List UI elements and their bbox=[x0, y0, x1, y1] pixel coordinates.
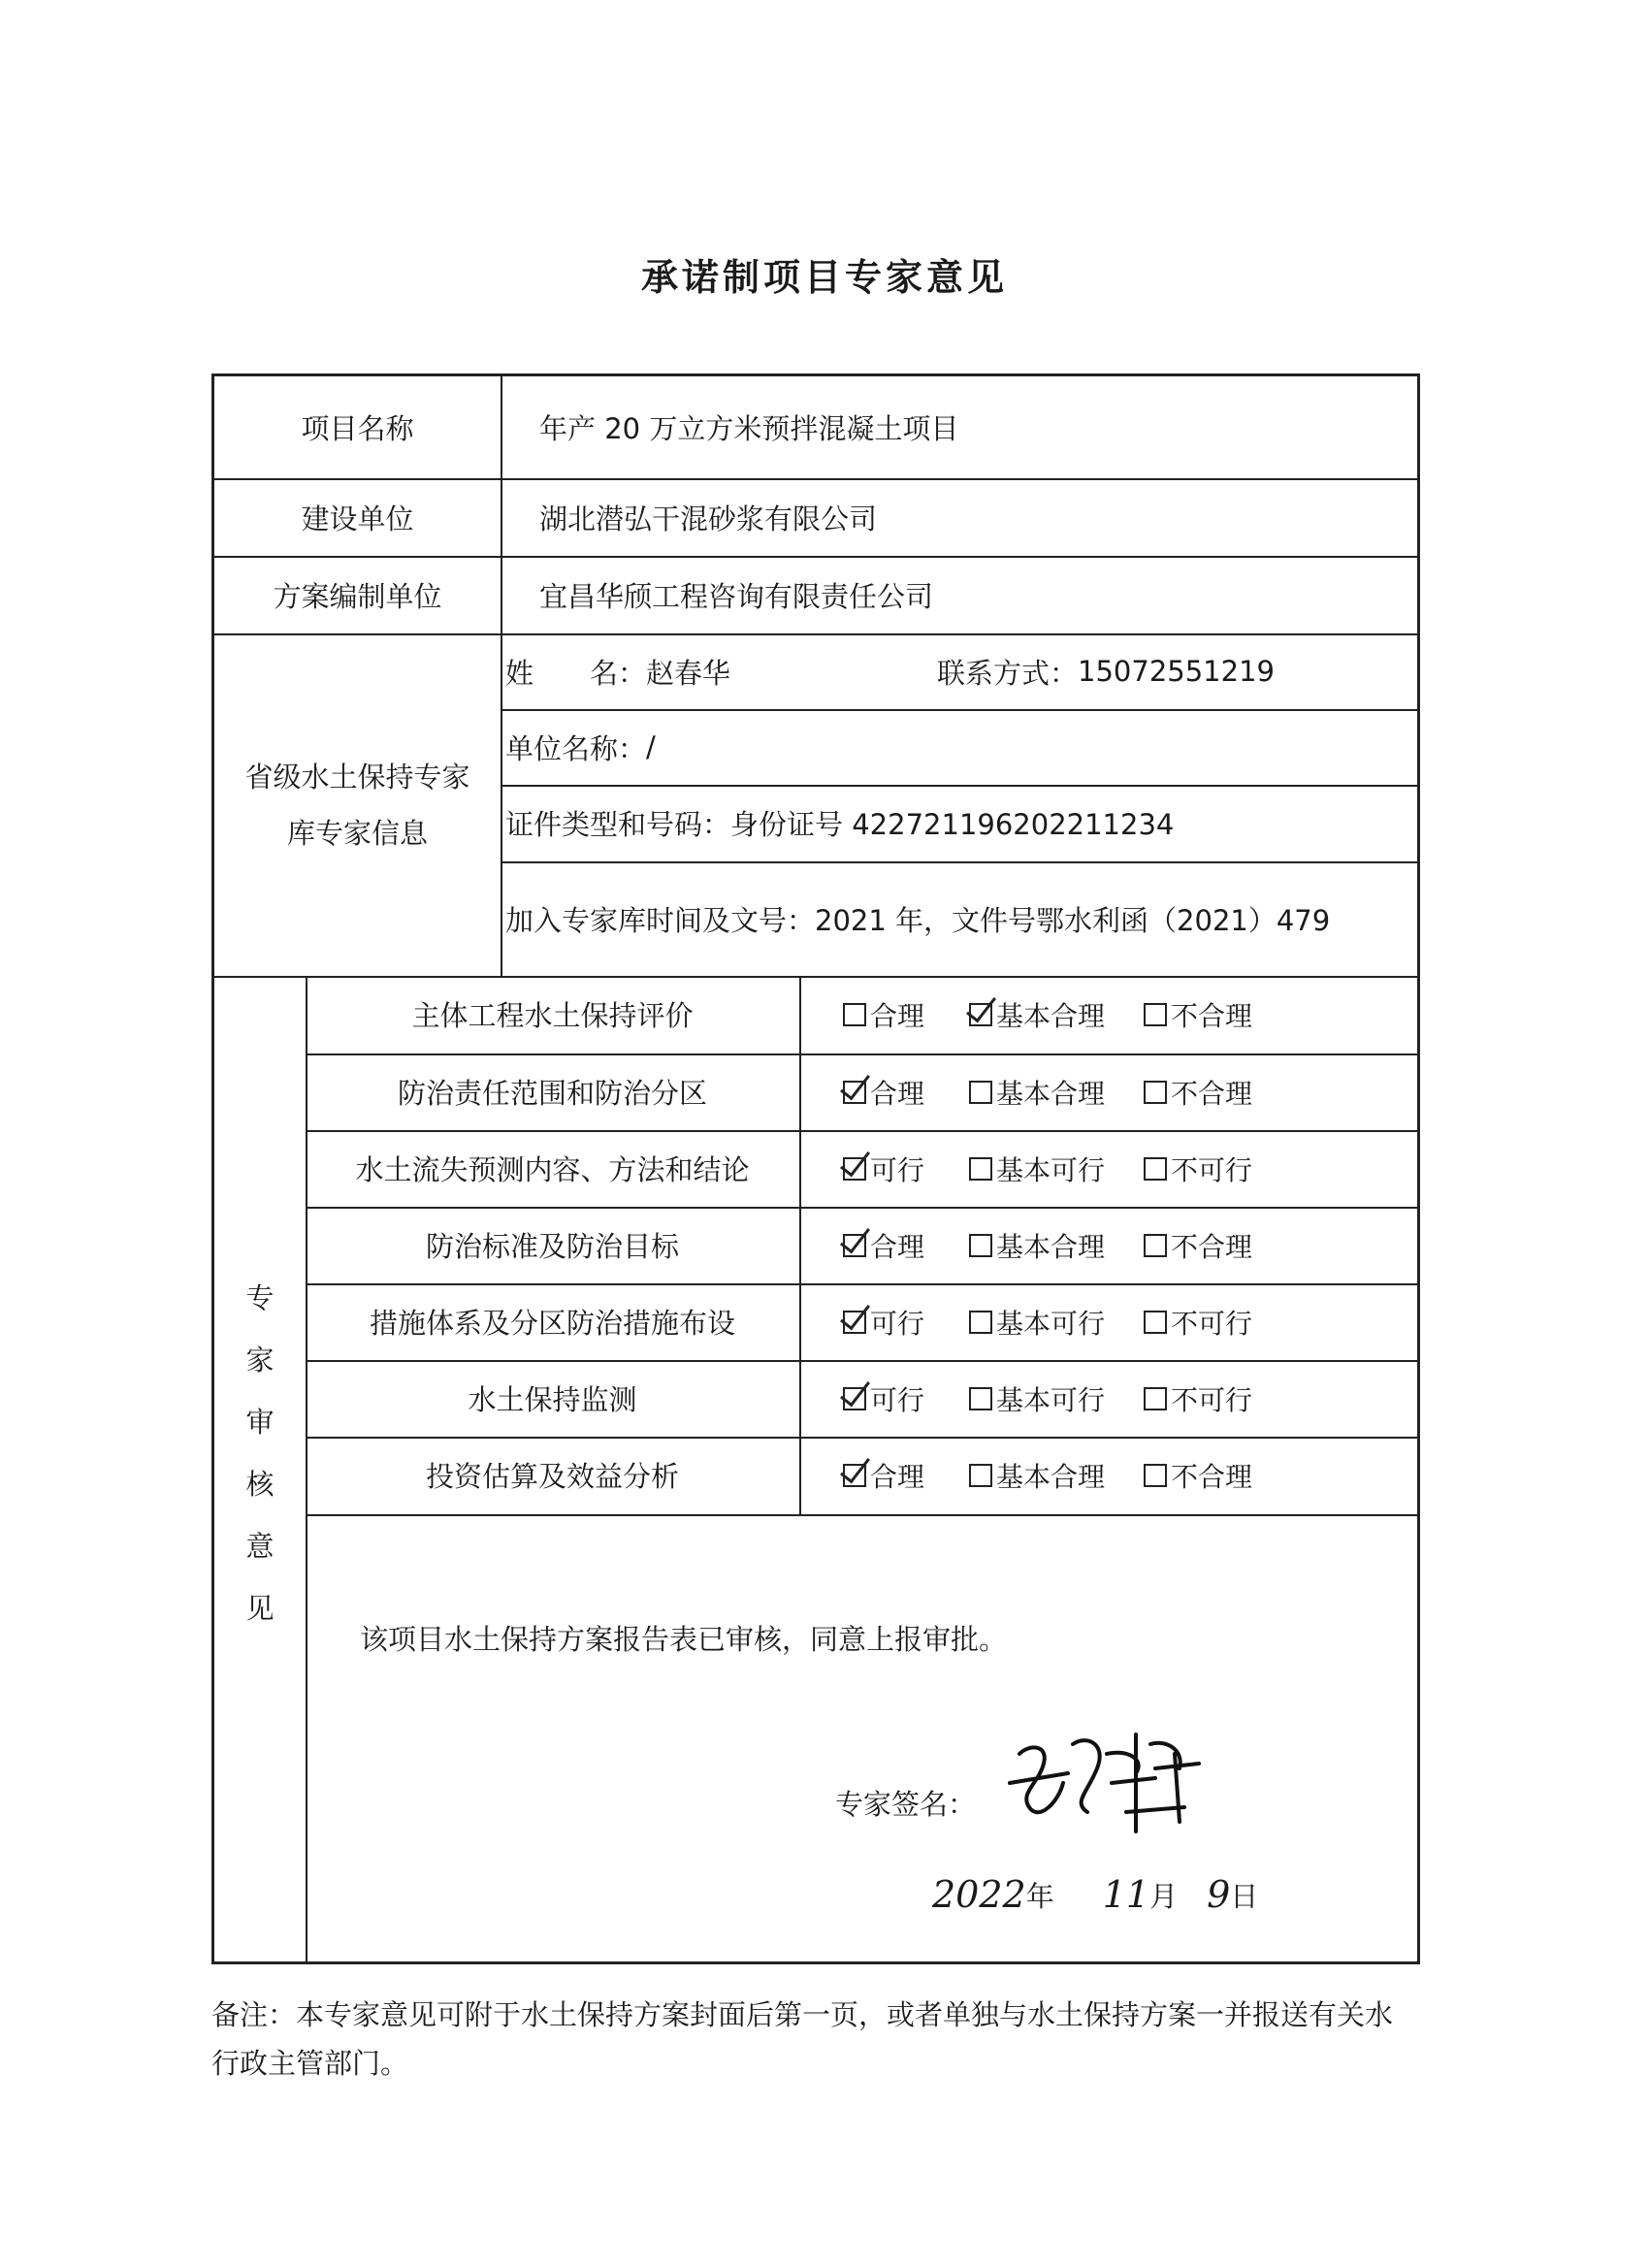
review-option[interactable] bbox=[969, 1053, 1105, 1130]
review-label-char: 审 bbox=[245, 1406, 275, 1439]
review-option-label: 基本合理 bbox=[996, 1077, 1106, 1110]
review-option-label: 不合理 bbox=[1171, 1230, 1253, 1263]
opinion-text: 该项目水土保持方案报告表已审核，同意上报审批。 bbox=[360, 1622, 1008, 1656]
review-label-char: 意 bbox=[245, 1530, 275, 1563]
checkbox[interactable] bbox=[843, 1157, 866, 1181]
checkbox[interactable] bbox=[969, 1387, 992, 1410]
review-option-label: 可行 bbox=[870, 1307, 925, 1340]
checkbox[interactable] bbox=[1144, 1157, 1167, 1181]
expert-contact-field bbox=[937, 633, 1412, 709]
review-option-label: 基本可行 bbox=[996, 1307, 1106, 1340]
expert-join-label: 加入专家库时间及文号： bbox=[505, 903, 816, 937]
checkbox[interactable] bbox=[1144, 1234, 1167, 1257]
review-label-char: 核 bbox=[245, 1468, 275, 1501]
review-option-label: 合理 bbox=[870, 1077, 925, 1110]
expert-id-label: 证件类型和号码： bbox=[505, 808, 731, 841]
signature-image bbox=[990, 1715, 1243, 1861]
divider bbox=[306, 1514, 1417, 1516]
review-item-label: 水土保持监测 bbox=[468, 1383, 637, 1416]
footnote: 备注：本专家意见可附于水土保持方案封面后第一页，或者单独与水土保持方案一并报送有关水行政主管部门。 bbox=[211, 1998, 1394, 2080]
review-item-label: 主体工程水土保持评价 bbox=[411, 999, 694, 1032]
expert-contact-label: 联系方式： bbox=[937, 656, 1079, 690]
expert-join-value: 2021 年，文件号鄂水利函（2021）479 bbox=[815, 903, 1331, 937]
review-option[interactable] bbox=[969, 1360, 1105, 1437]
checkbox[interactable] bbox=[969, 1003, 992, 1026]
checkbox[interactable] bbox=[969, 1464, 992, 1487]
expert-id-field bbox=[505, 785, 1412, 861]
review-option-label: 不可行 bbox=[1171, 1153, 1253, 1186]
review-option[interactable] bbox=[843, 1360, 924, 1437]
review-option[interactable] bbox=[969, 1283, 1105, 1360]
checkbox[interactable] bbox=[969, 1234, 992, 1257]
divider bbox=[799, 976, 801, 1514]
expert-name-label: 姓 名： bbox=[505, 656, 647, 690]
review-item-label: 水土流失预测内容、方法和结论 bbox=[355, 1153, 750, 1186]
review-option[interactable] bbox=[1144, 976, 1252, 1053]
review-option[interactable] bbox=[843, 1437, 924, 1513]
checkbox[interactable] bbox=[843, 1003, 866, 1026]
review-label-char: 家 bbox=[245, 1344, 275, 1377]
review-item-label: 防治标准及防治目标 bbox=[425, 1230, 679, 1263]
review-option[interactable] bbox=[843, 1130, 924, 1207]
checkbox[interactable] bbox=[969, 1157, 992, 1181]
checkbox[interactable] bbox=[1144, 1081, 1167, 1104]
review-item-label: 防治责任范围和防治分区 bbox=[397, 1077, 707, 1110]
review-item-label: 措施体系及分区防治措施布设 bbox=[369, 1307, 735, 1340]
review-option-label: 不合理 bbox=[1171, 999, 1253, 1032]
checkbox[interactable] bbox=[1144, 1464, 1167, 1487]
month-char: 月 bbox=[1149, 1879, 1179, 1913]
review-option[interactable] bbox=[1144, 1360, 1252, 1437]
review-option-label: 基本可行 bbox=[996, 1153, 1106, 1186]
review-label-char: 专 bbox=[245, 1281, 275, 1314]
divider bbox=[501, 376, 502, 976]
checkbox[interactable] bbox=[1144, 1003, 1167, 1026]
review-option[interactable] bbox=[969, 1130, 1105, 1207]
expert-opinion-form bbox=[211, 373, 1420, 1964]
checkbox[interactable] bbox=[1144, 1387, 1167, 1410]
expert-join-field bbox=[505, 861, 1412, 976]
checkbox[interactable] bbox=[1144, 1311, 1167, 1334]
expert-unit-field bbox=[505, 709, 1412, 785]
review-option-label: 不合理 bbox=[1171, 1077, 1253, 1110]
review-option-label: 合理 bbox=[870, 1230, 925, 1263]
review-option[interactable] bbox=[1144, 1053, 1252, 1130]
review-option[interactable] bbox=[843, 1207, 924, 1283]
expert-info-label-line2: 库专家信息 bbox=[286, 816, 428, 850]
review-option-label: 合理 bbox=[870, 999, 925, 1032]
day-char: 日 bbox=[1230, 1879, 1259, 1913]
expert-info-label bbox=[214, 633, 501, 976]
date-month: 11 bbox=[1102, 1873, 1150, 1916]
page-title: 承诺制项目专家意见 bbox=[640, 256, 1008, 299]
review-option-label: 基本合理 bbox=[996, 1230, 1106, 1263]
compiler-label: 方案编制单位 bbox=[273, 579, 442, 613]
review-section-label bbox=[214, 1267, 306, 1639]
checkbox[interactable] bbox=[843, 1081, 866, 1104]
checkbox[interactable] bbox=[969, 1311, 992, 1334]
builder-label: 建设单位 bbox=[301, 502, 414, 535]
expert-id-value: 身份证号 422721196202211234 bbox=[730, 808, 1175, 841]
review-label-char: 见 bbox=[245, 1592, 275, 1625]
review-option-label: 基本可行 bbox=[996, 1383, 1106, 1416]
review-option[interactable] bbox=[1144, 1130, 1252, 1207]
date-year: 2022 bbox=[932, 1873, 1026, 1916]
review-option[interactable] bbox=[843, 976, 924, 1053]
review-option[interactable] bbox=[969, 976, 1105, 1053]
checkbox[interactable] bbox=[843, 1311, 866, 1334]
date-day: 9 bbox=[1207, 1873, 1231, 1916]
review-option-label: 合理 bbox=[870, 1460, 925, 1493]
expert-name-value: 赵春华 bbox=[646, 656, 731, 690]
review-option[interactable] bbox=[1144, 1437, 1252, 1513]
review-option-label: 可行 bbox=[870, 1153, 925, 1186]
review-option-label: 可行 bbox=[870, 1383, 925, 1416]
review-option[interactable] bbox=[969, 1207, 1105, 1283]
checkbox[interactable] bbox=[843, 1464, 866, 1487]
builder-value: 湖北潜弘干混砂浆有限公司 bbox=[539, 502, 878, 535]
expert-unit-value: / bbox=[646, 730, 656, 763]
review-option-label: 基本合理 bbox=[996, 999, 1106, 1032]
checkbox[interactable] bbox=[843, 1234, 866, 1257]
review-option[interactable] bbox=[1144, 1283, 1252, 1360]
signing-date bbox=[932, 1861, 1369, 1928]
signature-label: 专家签名： bbox=[835, 1787, 977, 1821]
compiler-value: 宜昌华颀工程咨询有限责任公司 bbox=[539, 579, 934, 613]
review-option[interactable] bbox=[843, 1053, 924, 1130]
project-name-value: 年产 20 万立方米预拌混凝土项目 bbox=[539, 412, 959, 445]
review-option[interactable] bbox=[1144, 1207, 1252, 1283]
expert-unit-label: 单位名称： bbox=[505, 731, 647, 765]
checkbox[interactable] bbox=[843, 1387, 866, 1410]
expert-contact-value: 15072551219 bbox=[1078, 655, 1275, 688]
review-option-label: 不可行 bbox=[1171, 1383, 1253, 1416]
review-option[interactable] bbox=[843, 1283, 924, 1360]
review-option[interactable] bbox=[969, 1437, 1105, 1513]
review-option-label: 基本合理 bbox=[996, 1460, 1106, 1493]
review-item-label: 投资估算及效益分析 bbox=[425, 1460, 679, 1493]
review-option-label: 不可行 bbox=[1171, 1307, 1253, 1340]
checkbox[interactable] bbox=[969, 1081, 992, 1104]
review-option-label: 不合理 bbox=[1171, 1460, 1253, 1493]
year-char: 年 bbox=[1025, 1879, 1054, 1913]
expert-info-label-line1: 省级水土保持专家 bbox=[244, 760, 470, 794]
project-name-label: 项目名称 bbox=[301, 412, 414, 445]
